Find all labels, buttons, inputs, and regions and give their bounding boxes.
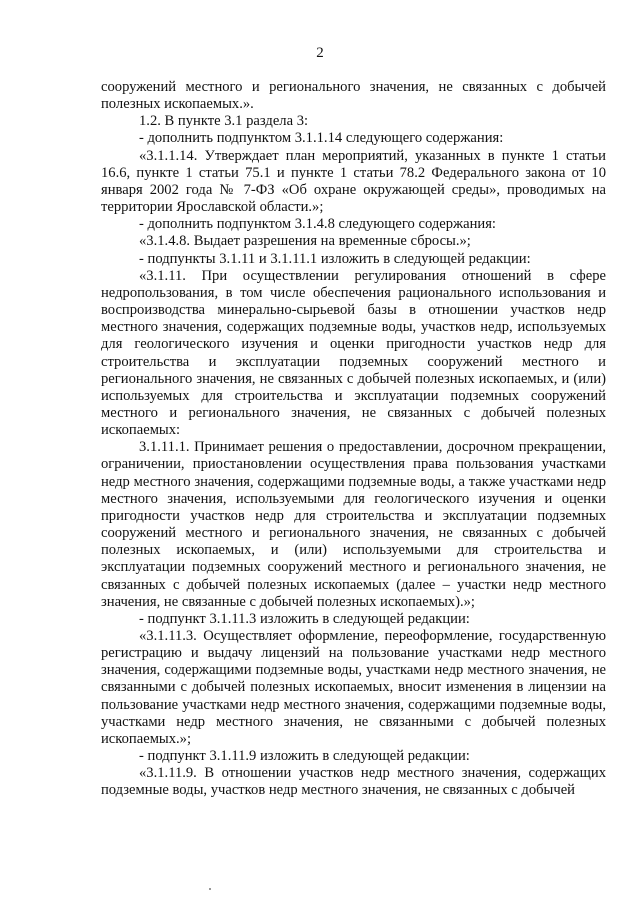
paragraph-text-3-1-1-14: «3.1.1.14. Утверждает план мероприятий, указанных в пункте 1 статьи 16.6, пункте 1 статьи 75.1 и пункте 1 статьи 78.2 Федерального закона от 10 января 2002 года № 7-ФЗ «Об охране окружающей среды», проводимых на территории Ярославской области.»;	[101, 147, 606, 216]
paragraph-text-3-1-11: «3.1.11. При осуществлении регулирования отношений в сфере недропользования, в том числе обеспечения рационального использования и воспроизводства минерально-сырьевой базы в отношении участков недр местного значения, содержащих подземные воды, участков недр, используемых для геологического изучения и оценки пригодности участков недр для строительства и эксплуатации подземных сооружений местного и регионального значения, не связанных с добычей полезных ископаемых, и (или) используемых для строительства и эксплуатации подземных сооружений местного и регионального значения, не связанных с добычей полезных ископаемых:	[101, 267, 606, 439]
paragraph-text-3-1-11-3: «3.1.11.3. Осуществляет оформление, переоформление, государственную регистрацию и выдачу лицензий на пользование участками недр местного значения, содержащими подземные воды, участками недр местного значения, не связанными с добычей полезных ископаемых, вносит изменения в лицензии на пользование участками недр местного значения, содержащими подземные воды, участками недр местного значения, не связанными с добычей полезных ископаемых.»;	[101, 628, 606, 747]
page-number: 2	[316, 45, 324, 61]
paragraph-text-3-1-11-9: «3.1.11.9. В отношении участков недр местного значения, содержащих подземные воды, участков недр местного значения, не связанных с добычей	[101, 765, 606, 799]
paragraph-amend-3-1-1-14: - дополнить подпунктом 3.1.1.14 следующего содержания:	[139, 130, 504, 147]
paragraph-amend-3-1-11-9: - подпункт 3.1.11.9 изложить в следующей редакции:	[139, 748, 470, 765]
paragraph-text-3-1-11-1: 3.1.11.1. Принимает решения о предоставлении, досрочном прекращении, ограничении, приостановлении осуществления права пользования участками недр местного значения, содержащими подземные воды, а также участками недр местного значения, используемыми для геологического изучения и оценки пригодности участков недр для строительства и эксплуатации подземных сооружений местного и регионального значения, не связанных с добычей полезных ископаемых, и (или) используемыми для строительства и эксплуатации подземных сооружений местного и регионального значения, не связанных с добычей полезных ископаемых (далее – участки недр местного значения, не связанные с добычей полезных ископаемых).»;	[101, 439, 606, 610]
scan-speck	[209, 888, 211, 890]
paragraph-amend-3-1-4-8: - дополнить подпунктом 3.1.4.8 следующего содержания:	[139, 216, 496, 233]
paragraph-amend-3-1-11-3: - подпункт 3.1.11.3 изложить в следующей редакции:	[139, 610, 470, 627]
document-body	[101, 79, 606, 800]
paragraph-text-3-1-4-8: «3.1.4.8. Выдает разрешения на временные сбросы.»;	[139, 233, 471, 250]
paragraph-clause-1-2: 1.2. В пункте 3.1 раздела 3:	[139, 113, 309, 130]
paragraph-continuation: сооружений местного и регионального значения, не связанных с добычей полезных ископаемых.».	[101, 79, 606, 113]
paragraph-amend-3-1-11: - подпункты 3.1.11 и 3.1.11.1 изложить в следующей редакции:	[139, 250, 531, 267]
